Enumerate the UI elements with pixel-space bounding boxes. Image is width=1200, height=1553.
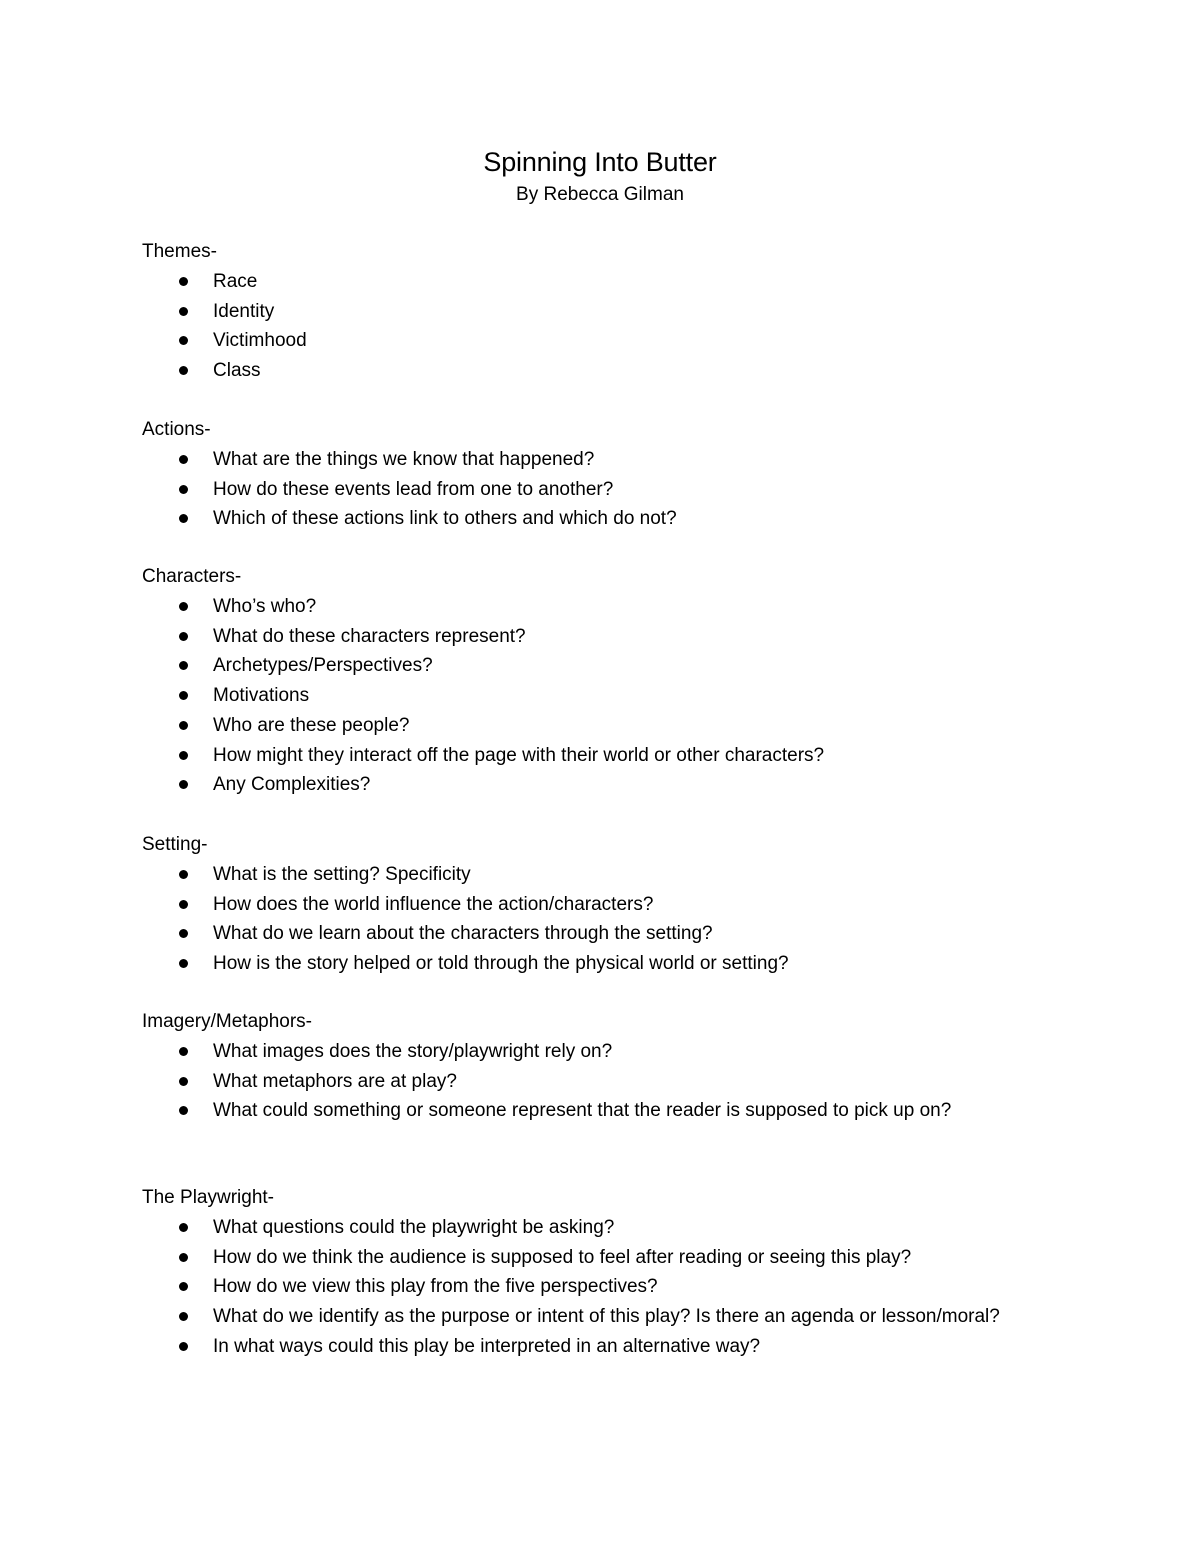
bullet-icon	[179, 1047, 188, 1056]
bullet-icon	[179, 1342, 188, 1351]
bullet-icon	[179, 959, 188, 968]
bullet-icon	[179, 691, 188, 700]
list-item: Victimhood	[142, 326, 1062, 356]
list-item: Identity	[142, 297, 1062, 327]
list-item: What do we learn about the characters through the setting?	[142, 919, 1062, 949]
list-item: Archetypes/Perspectives?	[142, 651, 1062, 681]
bullet-icon	[179, 870, 188, 879]
bullet-icon	[179, 602, 188, 611]
characters-list	[142, 592, 1062, 800]
list-item: Race	[142, 267, 1062, 297]
bullet-icon	[179, 1312, 188, 1321]
bullet-icon	[179, 1077, 188, 1086]
list-item: What is the setting? Specificity	[142, 860, 1062, 890]
bullet-icon	[179, 900, 188, 909]
list-item: What questions could the playwright be asking?	[142, 1213, 1062, 1243]
section-playwright	[142, 1183, 1062, 1362]
bullet-icon	[179, 661, 188, 670]
bullet-icon	[179, 929, 188, 938]
themes-list	[142, 267, 1062, 386]
list-item: What do we identify as the purpose or intent of this play? Is there an agenda or lesson/moral?	[142, 1302, 1043, 1332]
list-item: What are the things we know that happened?	[142, 445, 1062, 475]
bullet-icon	[179, 632, 188, 641]
imagery-list	[142, 1037, 1062, 1126]
section-setting	[142, 830, 1062, 979]
section-heading-actions: Actions-	[142, 419, 211, 440]
section-heading-themes: Themes-	[142, 241, 217, 262]
list-item: How do we view this play from the five perspectives?	[142, 1272, 1062, 1302]
list-item: Any Complexities?	[142, 770, 1062, 800]
list-item: Who’s who?	[142, 592, 1062, 622]
document-author: By Rebecca Gilman	[516, 184, 684, 205]
bullet-icon	[179, 307, 188, 316]
list-item: Which of these actions link to others and which do not?	[142, 504, 1062, 534]
bullet-icon	[179, 455, 188, 464]
list-item: Class	[142, 356, 1062, 386]
list-item: How is the story helped or told through the physical world or setting?	[142, 949, 1062, 979]
list-item: What do these characters represent?	[142, 622, 1062, 652]
bullet-icon	[179, 1223, 188, 1232]
bullet-icon	[179, 1253, 188, 1262]
list-item: What could something or someone represent that the reader is supposed to pick up on?	[142, 1096, 1043, 1126]
setting-list	[142, 860, 1062, 979]
list-item: In what ways could this play be interpreted in an alternative way?	[142, 1332, 1062, 1362]
bullet-icon	[179, 780, 188, 789]
bullet-icon	[179, 336, 188, 345]
list-item: What images does the story/playwright rely on?	[142, 1037, 1062, 1067]
bullet-icon	[179, 1106, 188, 1115]
bullet-icon	[179, 751, 188, 760]
section-characters	[142, 562, 1062, 800]
list-item: What metaphors are at play?	[142, 1067, 1062, 1097]
bullet-icon	[179, 1282, 188, 1291]
section-imagery	[142, 1007, 1062, 1126]
list-item: Who are these people?	[142, 711, 1062, 741]
bullet-icon	[179, 721, 188, 730]
section-heading-setting: Setting-	[142, 834, 208, 855]
list-item: How do these events lead from one to another?	[142, 475, 1062, 505]
bullet-icon	[179, 514, 188, 523]
section-actions	[142, 415, 1062, 534]
list-item: How do we think the audience is supposed to feel after reading or seeing this play?	[142, 1243, 1062, 1273]
playwright-list	[142, 1213, 1062, 1362]
actions-list	[142, 445, 1062, 534]
section-heading-imagery: Imagery/Metaphors-	[142, 1011, 313, 1032]
document-title: Spinning Into Butter	[483, 147, 717, 177]
list-item: How does the world influence the action/characters?	[142, 890, 1062, 920]
section-heading-playwright: The Playwright-	[142, 1187, 274, 1208]
bullet-icon	[179, 366, 188, 375]
list-item: How might they interact off the page with their world or other characters?	[142, 741, 1062, 771]
bullet-icon	[179, 485, 188, 494]
bullet-icon	[179, 277, 188, 286]
list-item: Motivations	[142, 681, 1062, 711]
section-themes	[142, 237, 1062, 386]
section-heading-characters: Characters-	[142, 566, 242, 587]
